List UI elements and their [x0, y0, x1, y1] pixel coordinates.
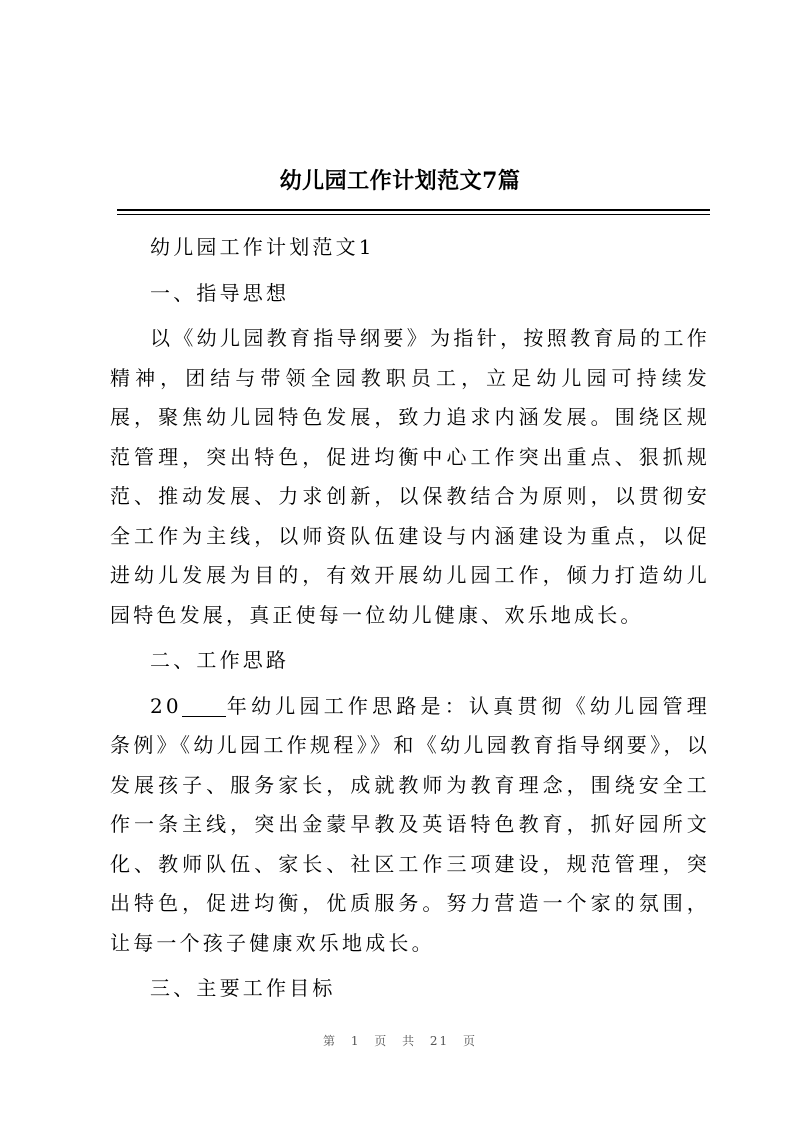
section-subtitle: 幼儿园工作计划范文1: [150, 235, 375, 259]
document-title: 幼儿园工作计划范文7篇: [279, 168, 521, 194]
paragraph-work-approach: [110, 687, 710, 964]
section-heading-guiding-ideology: 一、指导思想: [150, 280, 290, 305]
paragraph-guiding-ideology: 以《幼儿园教育指导纲要》为指针，按照教育局的工作精神，团结与带领全园教职员工，立足幼儿园可持续发展，聚焦幼儿园特色发展，致力追求内涵发展。围绕区规范管理，突出特色，促进均衡中心工作突出重点、狠抓规范、推动发展、力求创新，以保教结合为原则，以贯彻安全工作为主线，以师资队伍建设与内涵建设为重点，以促进幼儿发展为目的，有效开展幼儿园工作，倾力打造幼儿园特色发展，真正使每一位幼儿健康、欢乐地成长。: [110, 326, 710, 627]
title-underline-thin: [117, 214, 710, 215]
document-body: [110, 228, 710, 1015]
year-prefix: 20: [150, 693, 182, 718]
page-number-footer: 第 1 页 共 21 页: [323, 1034, 477, 1048]
section-heading-main-goals: 三、主要工作目标: [150, 976, 336, 1000]
title-underline-thick: [117, 209, 710, 211]
section-heading-work-approach: 二、工作思路: [150, 648, 290, 672]
paragraph-work-approach-text: 年幼儿园工作思路是：认真贯彻《幼儿园管理条例》《幼儿园工作规程》》和《幼儿园教育指导纲要》，以发展孩子、服务家长，成就教师为教育理念，围绕安全工作一条主线，突出金蒙早教及英语特色教育，抓好园所文化、教师队伍、家长、社区工作三项建设，规范管理，突出特色，促进均衡，优质服务。努力营造一个家的氛围，让每一个孩子健康欢乐地成长。: [110, 693, 710, 955]
year-blank: [182, 696, 226, 717]
